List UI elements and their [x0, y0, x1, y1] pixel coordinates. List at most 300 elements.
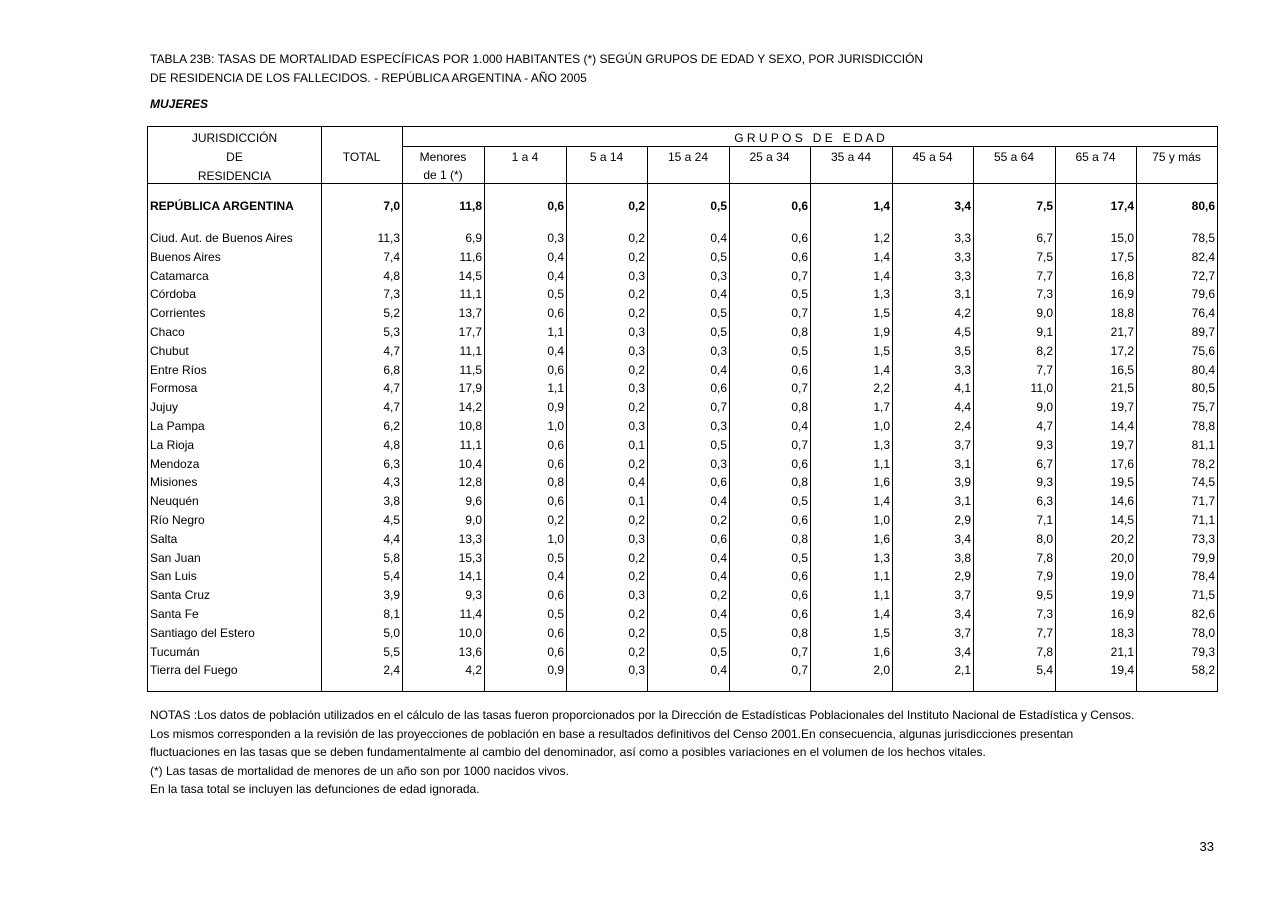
table-row-value: 9,0 [1036, 306, 1053, 321]
table-row-value: 3,1 [954, 494, 971, 509]
table-row-value: 14,6 [1110, 494, 1134, 509]
table-row-name: Río Negro [150, 513, 205, 527]
table-row-value: 78,5 [1191, 231, 1215, 245]
table-row-value: 2,1 [954, 663, 971, 678]
table-row-value: 1,9 [873, 325, 890, 339]
table-row-value: 6,3 [383, 456, 400, 471]
table-row-value: 0,4 [710, 494, 727, 509]
table-row-value: 7,1 [1036, 513, 1053, 527]
table-row-value: 11,0 [1030, 381, 1053, 396]
table-row-value: 3,7 [954, 625, 971, 640]
table-row-value: 3,1 [954, 456, 971, 471]
national-row-value: 0,6 [791, 199, 808, 213]
table-row-value: 5,4 [383, 569, 400, 584]
table-row-value: 1,0 [873, 513, 890, 527]
table-row-value: 0,3 [628, 381, 645, 396]
table-row-value: 5,2 [383, 306, 400, 321]
table-row-value: 0,5 [547, 607, 564, 621]
table-row-value: 14,4 [1110, 419, 1134, 433]
national-row-name: REPÚBLICA ARGENTINA [150, 199, 294, 213]
table-row-value: 1,6 [873, 644, 890, 659]
table-row-name: Santa Fe [150, 607, 199, 621]
table-row-value: 6,7 [1036, 231, 1053, 245]
table-row-value: 1,2 [873, 231, 890, 245]
table-row-value: 14,1 [458, 569, 482, 584]
header-age-group: 45 a 54 [912, 150, 953, 164]
national-row-value: 80,6 [1191, 199, 1215, 213]
table-row-value: 3,9 [383, 588, 400, 603]
table-row-value: 3,3 [954, 231, 971, 245]
table-row-value: 6,3 [1036, 494, 1053, 509]
table-row-value: 0,2 [710, 513, 727, 527]
mortality-table [147, 126, 1218, 692]
table-row-name: La Pampa [150, 419, 205, 433]
table-row-value: 15,3 [458, 550, 482, 565]
table-row-value: 0,5 [791, 343, 808, 358]
table-row-value: 71,1 [1191, 513, 1215, 527]
table-row-name: Jujuy [150, 400, 179, 415]
table-row-value: 4,7 [383, 400, 400, 415]
table-title [150, 50, 923, 88]
table-row-value: 0,4 [710, 287, 727, 302]
table-row-name: Catamarca [150, 268, 209, 283]
table-row-value: 17,6 [1110, 456, 1134, 471]
table-row-value: 0,5 [710, 437, 727, 452]
table-row-value: 0,4 [710, 231, 727, 245]
table-row-value: 7,3 [383, 287, 400, 302]
table-row-value: 18,3 [1110, 625, 1134, 640]
header-age-group: 75 y más [1152, 150, 1201, 164]
table-row-value: 2,2 [873, 381, 890, 396]
table-row-value: 82,6 [1191, 607, 1215, 621]
page-number: 33 [1199, 839, 1214, 854]
table-row-value: 7,4 [383, 249, 400, 264]
table-row-value: 8,2 [1036, 343, 1053, 358]
national-row-value: 0,2 [628, 199, 645, 213]
table-row-value: 0,2 [628, 231, 645, 245]
table-row-value: 75,7 [1191, 400, 1215, 415]
table-row-value: 3,8 [954, 550, 971, 565]
table-row-value: 1,7 [873, 400, 890, 415]
table-row-value: 1,5 [873, 343, 890, 358]
table-row-value: 11,5 [459, 362, 482, 377]
table-row-value: 9,6 [465, 494, 482, 509]
header-jurisdiccion: DE [226, 150, 243, 164]
table-row-value: 0,5 [710, 249, 727, 264]
table-row-value: 71,7 [1191, 494, 1215, 509]
table-row-value: 1,4 [873, 249, 890, 264]
table-row-value: 4,8 [383, 437, 400, 452]
table-row-name: San Luis [150, 569, 197, 584]
table-row-value: 58,2 [1191, 663, 1215, 678]
table-row-value: 19,7 [1110, 437, 1134, 452]
table-row-value: 7,7 [1036, 625, 1053, 640]
table-row-name: Córdoba [150, 287, 197, 302]
table-row-name: Neuquén [150, 494, 199, 509]
table-row-value: 1,4 [873, 607, 890, 621]
table-row-value: 17,5 [1110, 249, 1134, 264]
table-row-value: 0,5 [547, 287, 564, 302]
header-menores: Menores [419, 150, 467, 164]
table-row-value: 21,1 [1110, 644, 1134, 659]
table-row-value: 0,5 [710, 625, 727, 640]
national-row-value: 7,0 [383, 199, 400, 213]
table-row-value: 14,2 [458, 400, 482, 415]
table-row-value: 1,4 [873, 362, 890, 377]
table-row-value: 0,2 [547, 513, 564, 527]
note-line: Los mismos corresponden a la revisión de las proyecciones de población en base a resultados definitivos del Censo 2001.En consecuencia, algunas jurisdicciones presentan [150, 726, 1074, 741]
table-row-value: 20,0 [1110, 550, 1134, 565]
header-age-group: 55 a 64 [993, 150, 1035, 164]
table-row-value: 2,9 [954, 569, 971, 584]
table-row-value: 4,2 [954, 306, 971, 321]
table-row-value: 1,0 [873, 419, 890, 433]
table-row-value: 1,0 [547, 531, 564, 546]
table-row-value: 5,5 [383, 644, 400, 659]
table-row-value: 0,2 [710, 588, 727, 603]
table-row-value: 0,4 [547, 249, 564, 264]
table-row-value: 0,4 [710, 569, 727, 584]
table-row-value: 0,2 [628, 607, 645, 621]
table-row-value: 0,8 [791, 325, 808, 339]
table-row-value: 0,2 [628, 625, 645, 640]
table-row-value: 1,1 [873, 569, 890, 584]
table-row-value: 0,8 [791, 531, 808, 546]
table-row-value: 0,3 [547, 231, 564, 245]
header-menores-sub: de 1 (*) [423, 168, 463, 182]
national-row-value: 17,4 [1110, 199, 1134, 213]
table-row-value: 0,2 [628, 569, 645, 584]
table-row-value: 4,7 [1036, 419, 1053, 433]
table-row-value: 8,0 [1036, 531, 1053, 546]
table-row-value: 0,9 [547, 400, 564, 415]
table-row-value: 5,0 [383, 625, 400, 640]
table-row-value: 20,2 [1110, 531, 1134, 546]
table-row-value: 0,3 [710, 456, 727, 471]
header-age-group: 15 a 24 [667, 150, 709, 164]
table-row-value: 3,4 [954, 644, 971, 659]
table-row-value: 8,1 [383, 607, 400, 621]
table-row-value: 11,3 [377, 231, 400, 245]
table-row-value: 4,4 [954, 400, 971, 415]
table-row-value: 1,1 [873, 588, 890, 603]
table-row-value: 7,8 [1036, 644, 1053, 659]
table-row-value: 1,3 [873, 437, 890, 452]
table-row-value: 0,2 [628, 550, 645, 565]
national-row-value: 1,4 [873, 199, 890, 213]
table-row-value: 17,2 [1110, 343, 1134, 358]
table-row-value: 0,4 [547, 268, 564, 283]
table-row-value: 16,5 [1110, 362, 1134, 377]
table-row-value: 82,4 [1191, 249, 1215, 264]
table-row-value: 4,2 [465, 663, 482, 678]
table-row-value: 2,0 [873, 663, 890, 678]
note-line: NOTAS :Los datos de población utilizados en el cálculo de las tasas fueron proporcionados por la Dirección de Estadísticas Poblacionales del Instituto Nacional de Estadística y Censos. [150, 708, 1135, 722]
table-row-value: 1,6 [873, 475, 890, 490]
table-row-value: 0,2 [628, 362, 645, 377]
table-row-value: 1,4 [873, 494, 890, 509]
table-row-value: 7,7 [1036, 268, 1053, 283]
table-row-value: 75,6 [1191, 343, 1215, 358]
table-row-value: 0,6 [547, 456, 564, 471]
table-row-value: 81,1 [1191, 437, 1215, 452]
header-age-group: 65 a 74 [1075, 150, 1116, 164]
table-row-value: 80,4 [1191, 362, 1215, 377]
table-row-value: 19,7 [1110, 400, 1134, 415]
table-row-value: 0,5 [547, 550, 564, 565]
table-row-value: 0,5 [710, 325, 727, 339]
table-row-value: 0,6 [547, 644, 564, 659]
table-row-value: 0,6 [791, 569, 808, 584]
table-row-name: Santa Cruz [150, 588, 211, 603]
table-row-value: 0,9 [547, 663, 564, 678]
table-row-value: 0,3 [710, 268, 727, 283]
table-row-value: 0,6 [791, 456, 808, 471]
table-row-value: 5,3 [383, 325, 400, 339]
table-row-value: 11,1 [459, 437, 482, 452]
sex-subtitle: MUJERES [150, 97, 209, 111]
table-row-value: 0,6 [710, 475, 727, 490]
table-row-value: 74,5 [1191, 475, 1215, 490]
table-row-value: 6,9 [465, 231, 482, 245]
note-line: En la tasa total se incluyen las defunciones de edad ignorada. [150, 782, 480, 797]
table-row-value: 79,6 [1191, 287, 1215, 302]
header-jurisdiccion: RESIDENCIA [197, 169, 272, 183]
table-row-value: 3,5 [954, 343, 971, 358]
table-row-value: 0,3 [628, 343, 645, 358]
table-row-name: Salta [150, 531, 178, 546]
table-row-value: 9,3 [1036, 437, 1053, 452]
table-row-value: 9,3 [465, 588, 482, 603]
table-row-value: 0,8 [791, 400, 808, 415]
table-row-value: 21,7 [1110, 325, 1134, 339]
table-row-value: 9,3 [1036, 475, 1053, 490]
table-row-value: 80,5 [1191, 381, 1215, 396]
table-row-value: 0,6 [547, 437, 564, 452]
table-row-value: 0,3 [628, 419, 645, 433]
table-row-value: 9,0 [465, 513, 482, 527]
national-row-value: 11,8 [459, 199, 482, 213]
table-row-value: 11,4 [459, 607, 482, 621]
table-row-value: 9,0 [1036, 400, 1053, 415]
table-row-value: 0,7 [791, 268, 808, 283]
table-row-value: 0,3 [628, 268, 645, 283]
note-line: fluctuaciones en las tasas que se deben fundamentalmente al cambio del denominador, así como a posibles variaciones en el volumen de los hechos vitales. [150, 745, 986, 760]
table-row-value: 2,4 [954, 419, 971, 433]
table-row-value: 0,8 [547, 475, 564, 490]
table-row-name: San Juan [150, 550, 201, 565]
table-row-value: 3,1 [954, 287, 971, 302]
table-row-value: 3,3 [954, 249, 971, 264]
table-row-value: 0,4 [710, 663, 727, 678]
table-row-value: 16,9 [1110, 287, 1134, 302]
table-row-name: Tierra del Fuego [150, 663, 238, 678]
table-row-value: 0,5 [710, 644, 727, 659]
table-row-value: 19,9 [1110, 588, 1134, 603]
table-row-value: 72,7 [1191, 268, 1215, 283]
table-row-value: 0,3 [628, 531, 645, 546]
table-row-value: 0,7 [791, 381, 808, 396]
table-row-name: Buenos Aires [150, 249, 221, 264]
table-row-value: 0,4 [710, 362, 727, 377]
table-row-value: 0,8 [791, 475, 808, 490]
table-row-value: 0,1 [628, 437, 645, 452]
table-row-value: 15,0 [1110, 231, 1134, 245]
table-row-value: 0,6 [791, 513, 808, 527]
table-row-value: 7,5 [1036, 249, 1053, 264]
table-row-value: 10,0 [458, 625, 482, 640]
table-row-value: 0,3 [628, 663, 645, 678]
table-row-value: 17,7 [458, 325, 482, 339]
table-row-value: 9,5 [1036, 588, 1053, 603]
table-row-value: 0,5 [791, 494, 808, 509]
table-row-value: 4,1 [954, 381, 971, 396]
table-row-value: 0,6 [547, 494, 564, 509]
table-row-value: 0,4 [547, 569, 564, 584]
table-row-name: Entre Ríos [150, 362, 207, 377]
table-row-value: 0,6 [791, 362, 808, 377]
table-row-value: 2,4 [383, 663, 400, 678]
table-row-value: 1,4 [873, 268, 890, 283]
table-row-value: 0,2 [628, 249, 645, 264]
table-row-value: 16,8 [1110, 268, 1134, 283]
table-row-name: Corrientes [150, 306, 206, 321]
table-row-name: Mendoza [150, 456, 200, 471]
table-row-value: 0,7 [791, 644, 808, 659]
table-row-value: 18,8 [1110, 306, 1134, 321]
table-row-value: 17,9 [458, 381, 482, 396]
table-row-value: 0,8 [791, 625, 808, 640]
table-row-value: 5,8 [383, 550, 400, 565]
table-row-value: 0,6 [791, 607, 808, 621]
table-row-value: 0,3 [628, 325, 645, 339]
table-row-value: 4,7 [383, 343, 400, 358]
table-row-value: 13,6 [458, 644, 482, 659]
table-row-value: 79,3 [1191, 644, 1215, 659]
table-row-value: 0,6 [547, 588, 564, 603]
table-row-value: 73,3 [1191, 531, 1215, 546]
table-row-value: 3,9 [954, 475, 971, 490]
table-row-value: 0,6 [547, 625, 564, 640]
table-row-value: 78,8 [1191, 419, 1215, 433]
table-row-value: 0,7 [791, 437, 808, 452]
header-age-group: 25 a 34 [749, 150, 790, 164]
table-row-name: Chubut [150, 343, 189, 358]
national-row-value: 0,5 [710, 199, 727, 213]
table-row-value: 7,8 [1036, 550, 1053, 565]
table-row-name: Santiago del Estero [150, 625, 255, 640]
table-row-value: 1,1 [547, 381, 564, 396]
table-row-value: 3,8 [383, 494, 400, 509]
table-row-value: 10,4 [458, 456, 482, 471]
table-row-value: 13,3 [458, 531, 482, 546]
table-row-value: 11,1 [459, 343, 482, 358]
table-row-value: 0,7 [710, 400, 727, 415]
table-row-value: 89,7 [1191, 325, 1215, 339]
table-row-value: 0,4 [710, 550, 727, 565]
table-row-value: 1,6 [873, 531, 890, 546]
table-row-value: 0,3 [710, 343, 727, 358]
header-grupos-de-edad: G R U P O S D E E D A D [734, 131, 885, 145]
table-row-name: Tucumán [150, 644, 200, 659]
table-row-value: 13,7 [458, 306, 482, 321]
table-row-value: 7,3 [1036, 287, 1053, 302]
table-row-value: 4,5 [383, 513, 400, 527]
table-row-value: 3,4 [954, 531, 971, 546]
header-jurisdiccion: JURISDICCIÓN [191, 131, 278, 145]
table-row-value: 14,5 [1110, 513, 1134, 527]
header-age-group: 35 a 44 [830, 150, 872, 164]
table-row-value: 78,0 [1191, 625, 1215, 640]
table-row-value: 19,0 [1110, 569, 1134, 584]
table-row-value: 0,2 [628, 306, 645, 321]
table-row-value: 4,8 [383, 268, 400, 283]
table-row-value: 3,3 [954, 268, 971, 283]
table-row-value: 0,6 [710, 381, 727, 396]
table-row-value: 71,5 [1191, 588, 1215, 603]
table-row-value: 0,6 [547, 306, 564, 321]
table-row-value: 4,4 [383, 531, 400, 546]
table-row-value: 1,5 [873, 306, 890, 321]
table-row-value: 12,8 [458, 475, 482, 490]
table-row-value: 0,2 [628, 513, 645, 527]
table-row-value: 3,7 [954, 437, 971, 452]
table-row-value: 7,9 [1036, 569, 1053, 584]
table-row-value: 3,3 [954, 362, 971, 377]
header-age-group: 5 a 14 [589, 150, 624, 164]
table-title-line-1: TABLA 23B: TASAS DE MORTALIDAD ESPECÍFICAS POR 1.000 HABITANTES (*) SEGÚN GRUPOS DE EDAD Y SEXO, POR JURISDICCIÓN [150, 52, 924, 66]
table-row-value: 11,6 [459, 249, 482, 264]
table-row-value: 4,3 [383, 475, 400, 490]
table-row-value: 0,2 [628, 287, 645, 302]
table-row-value: 1,1 [873, 456, 890, 471]
table-row-value: 0,2 [628, 400, 645, 415]
table-row-name: Chaco [150, 325, 185, 339]
table-row-value: 6,2 [383, 419, 400, 433]
national-row-value: 7,5 [1036, 199, 1053, 213]
table-title-line-2: DE RESIDENCIA DE LOS FALLECIDOS. - REPÚBLICA ARGENTINA - AÑO 2005 [150, 71, 587, 85]
header-total: TOTAL [342, 150, 381, 164]
table-row-value: 14,5 [458, 268, 482, 283]
notes-section [150, 706, 1134, 799]
table-row-value: 0,1 [628, 494, 645, 509]
table-row-name: Ciud. Aut. de Buenos Aires [150, 231, 293, 245]
table-row-value: 3,7 [954, 588, 971, 603]
table-row-value: 7,3 [1036, 607, 1053, 621]
header-age-group: 1 a 4 [511, 150, 539, 164]
table-row-value: 0,6 [791, 588, 808, 603]
table-row-value: 78,2 [1191, 456, 1215, 471]
table-row-value: 2,9 [954, 513, 971, 527]
table-row-name: Misiones [150, 475, 198, 490]
table-row-value: 79,9 [1191, 550, 1215, 565]
table-row-value: 0,7 [791, 663, 808, 678]
table-row-value: 0,6 [710, 531, 727, 546]
table-row-value: 0,3 [710, 419, 727, 433]
table-row-name: La Rioja [150, 437, 195, 452]
table-row-value: 9,1 [1036, 325, 1053, 339]
national-row-value: 0,6 [547, 199, 564, 213]
table-row-value: 0,4 [710, 607, 727, 621]
table-row-value: 0,2 [628, 644, 645, 659]
table-row-value: 16,9 [1110, 607, 1134, 621]
table-row-value: 1,3 [873, 287, 890, 302]
table-row-value: 4,5 [954, 325, 971, 339]
table-row-value: 0,4 [628, 475, 645, 490]
note-line: (*) Las tasas de mortalidad de menores de un año son por 1000 nacidos vivos. [150, 763, 569, 778]
table-row-value: 0,6 [791, 231, 808, 245]
table-row-value: 6,7 [1036, 456, 1053, 471]
